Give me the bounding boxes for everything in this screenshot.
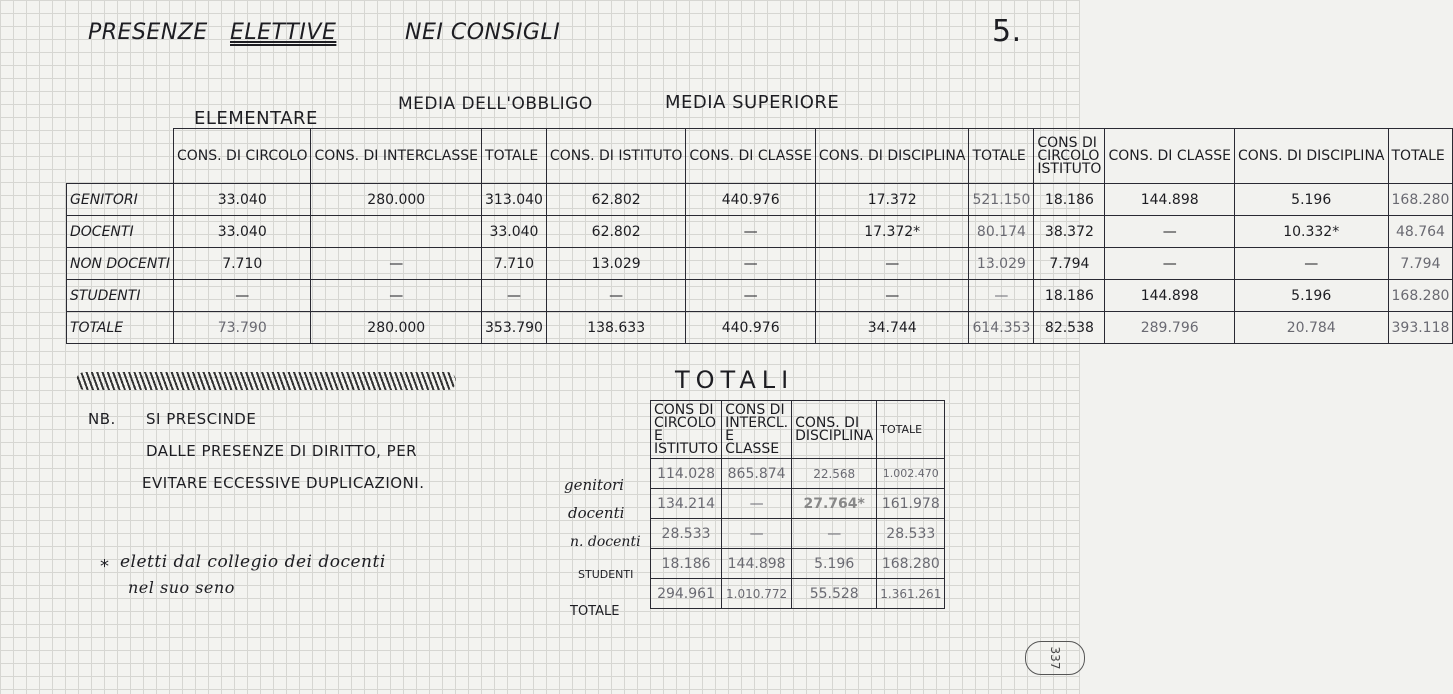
cell: 38.372: [1034, 216, 1105, 248]
cell: 20.784: [1234, 312, 1388, 344]
cell: 7.710: [482, 248, 547, 280]
cell: [311, 216, 482, 248]
totali-col-header: CONS DI INTERCL. E CLASSE: [722, 401, 792, 459]
section-superiore: MEDIA SUPERIORE: [665, 92, 840, 113]
cell: 34.744: [815, 312, 969, 344]
cell: —: [546, 280, 685, 312]
row-label: STUDENTI: [67, 280, 174, 312]
cell: 27.764*: [792, 489, 877, 519]
col-header: CONS. DI CLASSE: [686, 129, 816, 184]
footnote-line-2: nel suo seno: [128, 578, 235, 597]
corner-cell: [67, 129, 174, 184]
totali-col-header: CONS. DI DISCIPLINA: [792, 401, 877, 459]
footnote-star: *: [100, 556, 110, 577]
col-header: CONS. DI CIRCOLO: [174, 129, 311, 184]
cell: —: [686, 216, 816, 248]
cell: 18.186: [651, 549, 722, 579]
archive-stamp-number: 337: [1048, 646, 1062, 670]
cell: 13.029: [969, 248, 1034, 280]
cell: 1.361.261: [877, 579, 945, 609]
title-word-1: PRESENZE: [88, 20, 208, 45]
cell: 48.764: [1388, 216, 1453, 248]
table-row: [67, 280, 1453, 312]
cell: —: [686, 280, 816, 312]
cell: 289.796: [1105, 312, 1235, 344]
totali-col-header: CONS DI CIRCOLO E ISTITUTO: [651, 401, 722, 459]
cell: 168.280: [1388, 184, 1453, 216]
cell: 440.976: [686, 184, 816, 216]
cell: 114.028: [651, 459, 722, 489]
cell: —: [482, 280, 547, 312]
cell: 80.174: [969, 216, 1034, 248]
col-header: TOTALE: [1388, 129, 1453, 184]
crossed-out-text: [76, 372, 456, 394]
page-marker: 5.: [992, 14, 1022, 49]
cell: 33.040: [482, 216, 547, 248]
note-line-1: SI PRESCINDE: [146, 410, 257, 428]
table-row: [651, 519, 945, 549]
cell: 17.372*: [815, 216, 969, 248]
cell: —: [1234, 248, 1388, 280]
row-label: DOCENTI: [67, 216, 174, 248]
cell: 161.978: [877, 489, 945, 519]
row-label: GENITORI: [67, 184, 174, 216]
cell: 521.150: [969, 184, 1034, 216]
totali-row-labels: [560, 400, 654, 624]
cell: 18.186: [1034, 280, 1105, 312]
cell: 7.710: [174, 248, 311, 280]
title-word-3: NEI CONSIGLI: [405, 20, 561, 45]
cell: 10.332*: [1234, 216, 1388, 248]
cell: 62.802: [546, 184, 685, 216]
cell: 18.186: [1034, 184, 1105, 216]
row-label: NON DOCENTI: [67, 248, 174, 280]
cell: 393.118: [1388, 312, 1453, 344]
table-row: [67, 248, 1453, 280]
section-elementare: ELEMENTARE: [194, 108, 318, 129]
section-media: MEDIA DELL'OBBLIGO: [398, 94, 593, 114]
row-label: TOTALE: [67, 312, 174, 344]
note-line-3: EVITARE ECCESSIVE DUPLICAZIONI.: [142, 474, 425, 492]
cell: 280.000: [311, 184, 482, 216]
cell: 280.000: [311, 312, 482, 344]
col-header: TOTALE: [969, 129, 1034, 184]
cell: 144.898: [1105, 280, 1235, 312]
cell: —: [174, 280, 311, 312]
table-row: [651, 549, 945, 579]
cell: —: [686, 248, 816, 280]
footnote-line-1: eletti dal collegio dei docenti: [120, 552, 386, 572]
cell: 55.528: [792, 579, 877, 609]
cell: 440.976: [686, 312, 816, 344]
cell: 73.790: [174, 312, 311, 344]
cell: —: [311, 248, 482, 280]
note-nb: NB.: [88, 410, 116, 428]
totali-row-label: n. docenti: [570, 534, 641, 550]
cell: 614.353: [969, 312, 1034, 344]
cell: 7.794: [1388, 248, 1453, 280]
col-header: CONS. DI DISCIPLINA: [1234, 129, 1388, 184]
col-header: CONS. DI DISCIPLINA: [815, 129, 969, 184]
cell: —: [1105, 216, 1235, 248]
cell: —: [969, 280, 1034, 312]
cell: 28.533: [651, 519, 722, 549]
table-row: [651, 579, 945, 609]
cell: 294.961: [651, 579, 722, 609]
totali-row-label: TOTALE: [570, 604, 620, 619]
cell: —: [792, 519, 877, 549]
note-line-2: DALLE PRESENZE DI DIRITTO, PER: [146, 442, 418, 460]
table-row: [67, 184, 1453, 216]
table-row: [67, 216, 1453, 248]
cell: 1.010.772: [722, 579, 792, 609]
cell: 17.372: [815, 184, 969, 216]
cell: 168.280: [1388, 280, 1453, 312]
cell: 144.898: [722, 549, 792, 579]
cell: 7.794: [1034, 248, 1105, 280]
cell: 5.196: [792, 549, 877, 579]
col-header: TOTALE: [482, 129, 547, 184]
col-header: CONS. DI ISTITUTO: [546, 129, 685, 184]
cell: 33.040: [174, 216, 311, 248]
col-header: CONS. DI INTERCLASSE: [311, 129, 482, 184]
cell: 5.196: [1234, 280, 1388, 312]
cell: 138.633: [546, 312, 685, 344]
cell: —: [722, 489, 792, 519]
cell: 28.533: [877, 519, 945, 549]
cell: 33.040: [174, 184, 311, 216]
totali-table: [650, 400, 945, 609]
main-table: [66, 128, 1453, 344]
cell: 82.538: [1034, 312, 1105, 344]
cell: 865.874: [722, 459, 792, 489]
cell: —: [311, 280, 482, 312]
cell: —: [815, 248, 969, 280]
totali-row-label: STUDENTI: [578, 568, 634, 581]
totali-row-label: genitori: [564, 476, 624, 494]
cell: —: [815, 280, 969, 312]
title-word-2: ELETTIVE: [230, 20, 337, 45]
cell: 22.568: [792, 459, 877, 489]
cell: 62.802: [546, 216, 685, 248]
totali-title: TOTALI: [675, 366, 795, 394]
table-row: [67, 312, 1453, 344]
table-row: [651, 489, 945, 519]
cell: 1.002.470: [877, 459, 945, 489]
col-header: CONS DI CIRCOLO ISTITUTO: [1034, 129, 1105, 184]
cell: 13.029: [546, 248, 685, 280]
table-row: [651, 459, 945, 489]
totali-row-label: docenti: [568, 504, 625, 522]
cell: —: [722, 519, 792, 549]
cell: 5.196: [1234, 184, 1388, 216]
col-header: CONS. DI CLASSE: [1105, 129, 1235, 184]
totali-col-header: TOTALE: [877, 401, 945, 459]
cell: 353.790: [482, 312, 547, 344]
cell: 144.898: [1105, 184, 1235, 216]
cell: 313.040: [482, 184, 547, 216]
cell: 134.214: [651, 489, 722, 519]
cell: —: [1105, 248, 1235, 280]
cell: 168.280: [877, 549, 945, 579]
archive-stamp: [1025, 641, 1085, 675]
